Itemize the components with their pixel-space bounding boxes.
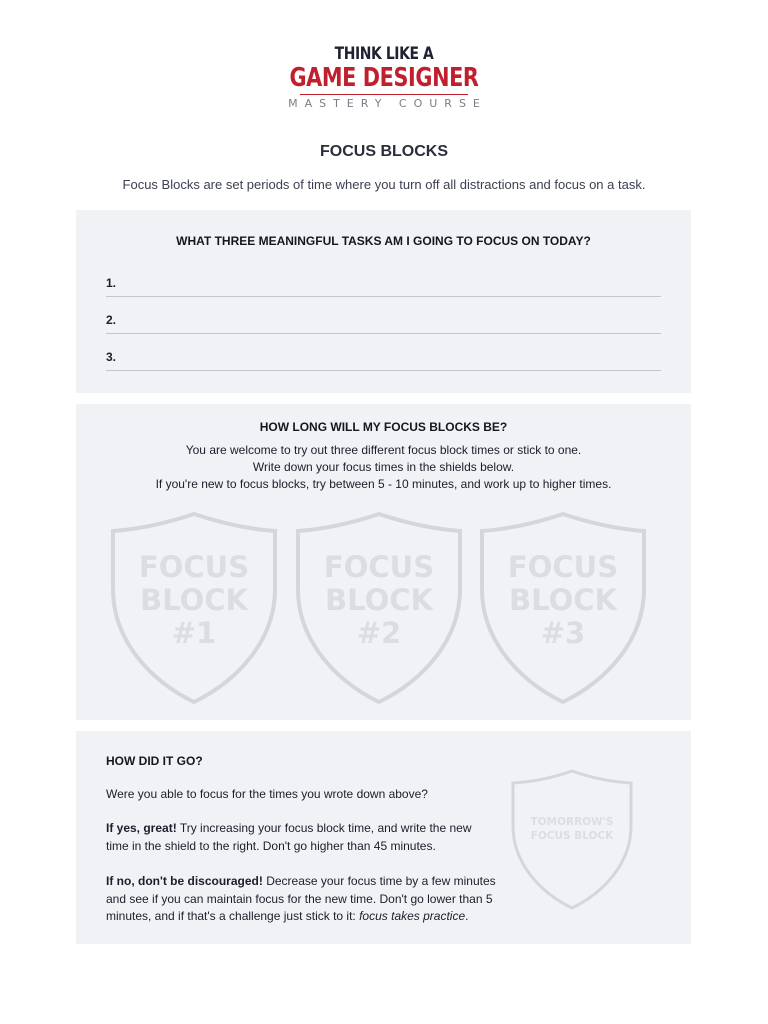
shield-text-3: #3 — [540, 616, 586, 650]
shield-text-3: #1 — [171, 616, 217, 650]
task-number: 3. — [106, 350, 117, 364]
logo-line-3: MASTERY COURSE — [288, 97, 487, 110]
shield-text-2: BLOCK — [140, 583, 248, 617]
tasks-panel — [76, 210, 691, 393]
review-question: Were you able to focus for the times you wrote down above? — [106, 787, 428, 801]
shield-text-1: TOMORROW'S — [530, 816, 614, 828]
tomorrow-focus-shield[interactable] — [510, 769, 634, 911]
shield-text-2: BLOCK — [509, 583, 617, 617]
shield-icon — [294, 511, 464, 705]
task-line-1[interactable] — [106, 274, 661, 297]
focus-length-line-3: If you're new to focus blocks, try between 5 - 10 minutes, and work up to higher times. — [155, 477, 612, 491]
task-number: 2. — [106, 313, 117, 327]
review-panel — [76, 731, 691, 944]
shield-text-2: BLOCK — [325, 583, 433, 617]
logo-line-1: THINK LIKE A — [334, 44, 434, 64]
focus-length-heading: HOW LONG WILL MY FOCUS BLOCKS BE? — [259, 420, 508, 434]
logo-divider — [300, 94, 468, 95]
review-no-paragraph — [106, 873, 496, 926]
no-lead: If no, don't be discouraged! — [106, 874, 263, 888]
review-yes-paragraph — [106, 820, 496, 855]
course-logo — [0, 44, 768, 111]
yes-text: Try increasing your focus block time, and write the new time in the shield to the right. Don't go higher than 45 minutes. — [106, 821, 472, 853]
no-italic: focus takes practice — [359, 909, 466, 923]
task-line-2[interactable] — [106, 311, 661, 334]
shield-text-1: FOCUS — [323, 550, 435, 584]
focus-length-line-2: Write down your focus times in the shields below. — [252, 460, 515, 474]
task-line-3[interactable] — [106, 348, 661, 371]
logo-line-2: GAME DESIGNER — [289, 63, 479, 93]
focus-length-line-1: You are welcome to try out three different focus block times or stick to one. — [185, 443, 582, 457]
focus-length-panel — [76, 404, 691, 720]
shield-text-1: FOCUS — [138, 550, 250, 584]
shield-icon — [510, 769, 634, 911]
review-heading: HOW DID IT GO? — [106, 754, 203, 768]
shield-icon — [478, 511, 648, 705]
focus-block-shield-3[interactable] — [478, 511, 648, 705]
no-text: Decrease your focus time by a few minutes and see if you can maintain focus for the new time. Don't go lower than 5 minutes, and if that's a challenge just stick to it: — [106, 874, 496, 923]
focus-block-shield-2[interactable] — [294, 511, 464, 705]
no-end: . — [465, 909, 469, 923]
page-title: FOCUS BLOCKS — [320, 143, 448, 160]
shield-text-2: FOCUS BLOCK — [530, 830, 614, 842]
intro-text: Focus Blocks are set periods of time where you turn off all distractions and focus on a task. — [122, 177, 646, 192]
shield-icon — [109, 511, 279, 705]
yes-lead: If yes, great! — [106, 821, 177, 835]
tasks-heading: WHAT THREE MEANINGFUL TASKS AM I GOING TO FOCUS ON TODAY? — [176, 234, 591, 248]
shield-text-3: #2 — [356, 616, 402, 650]
focus-block-shield-1[interactable] — [109, 511, 279, 705]
shield-text-1: FOCUS — [507, 550, 619, 584]
task-number: 1. — [106, 276, 117, 290]
